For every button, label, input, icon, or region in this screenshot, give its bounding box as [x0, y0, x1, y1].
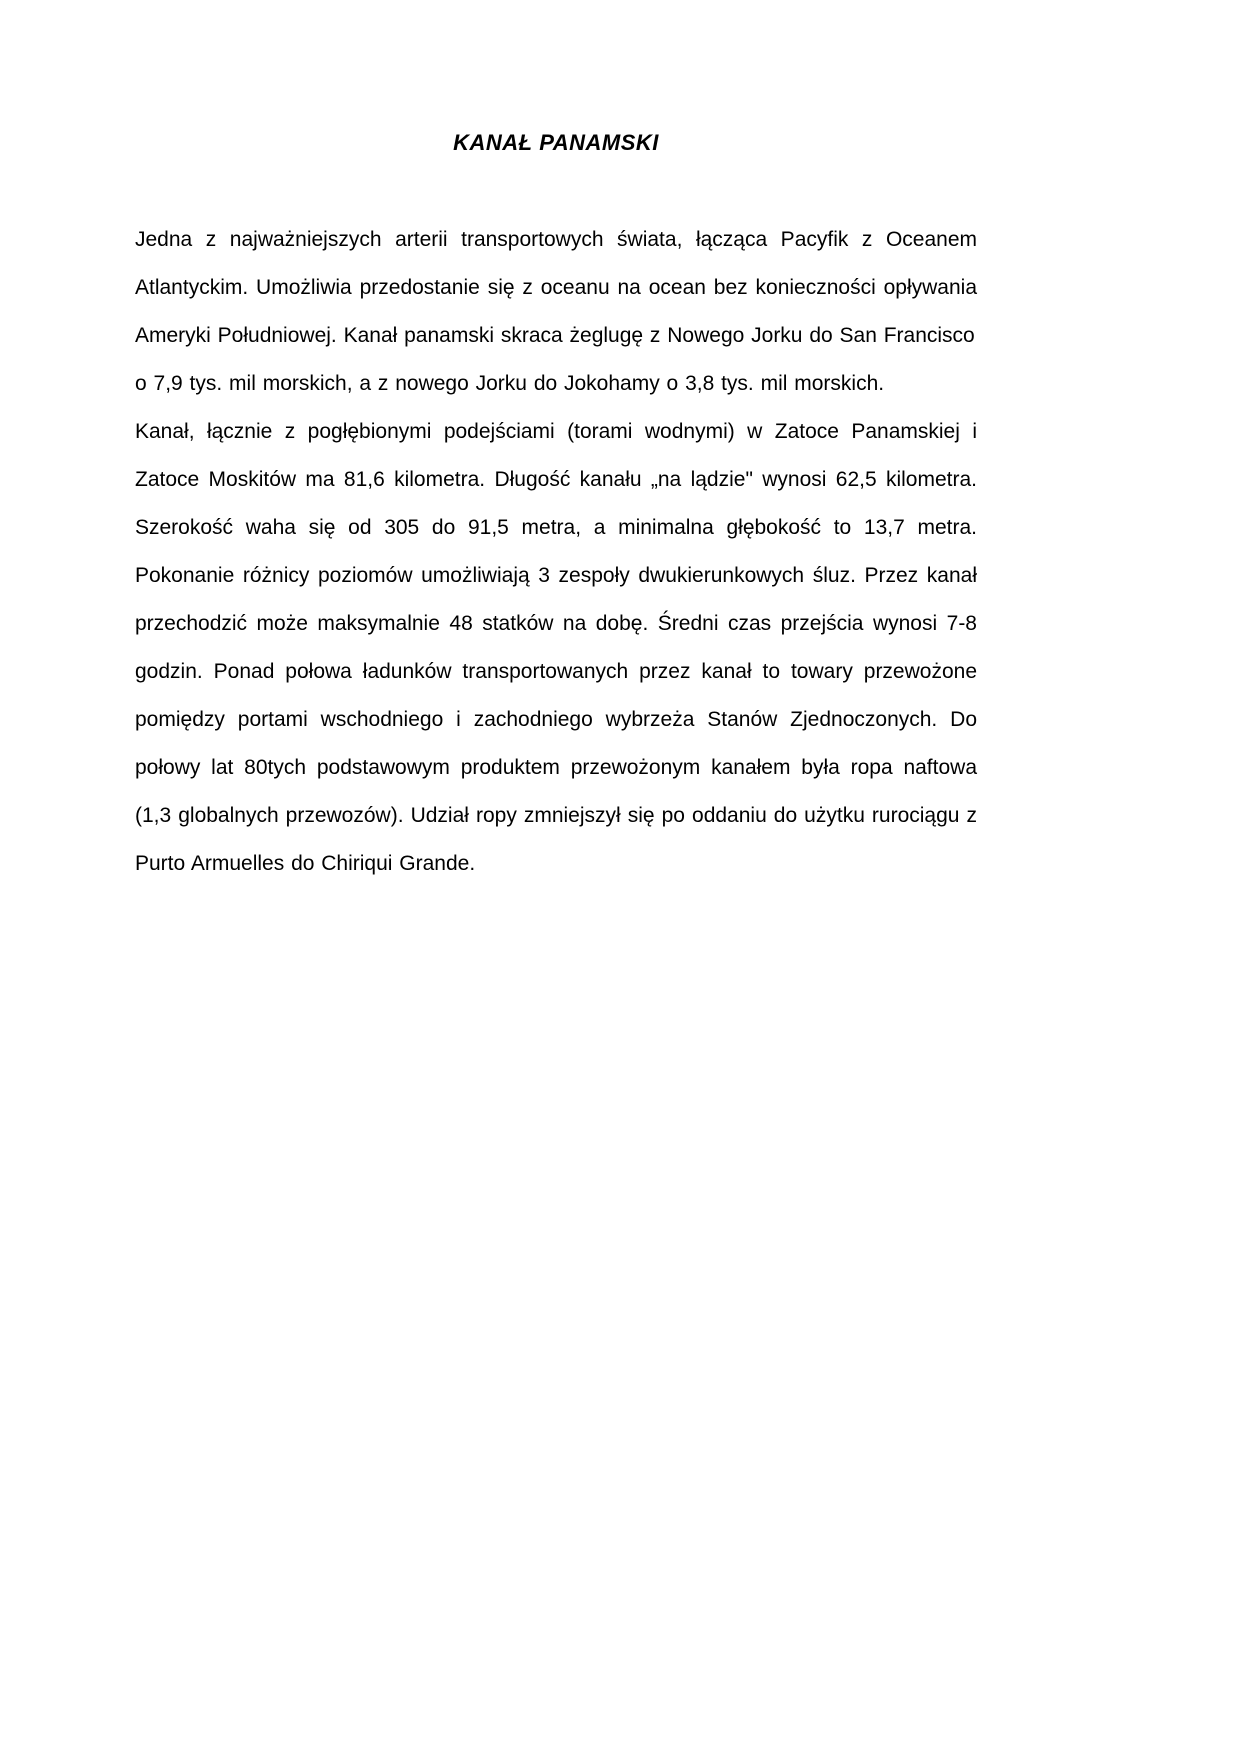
paragraph-details: Kanał, łącznie z pogłębionymi podejściami (torami wodnymi) w Zatoce Panamskiej i Zatoce Moskitów ma 81,6 kilometra. Długość kanału „na lądzie" wynosi 62,5 kilometra. Szerokość waha się od 305 do 91,5 metra, a minimalna głębokość to 13,7 metra. Pokonanie różnicy poziomów umożliwiają 3 zespoły dwukierunkowych śluz. Przez kanał przechodzić może maksymalnie 48 statków na dobę. Średni czas przejścia wynosi 7-8 godzin. Ponad połowa ładunków transportowanych przez kanał to towary przewożone pomiędzy portami wschodniego i zachodniego wybrzeża Stanów Zjednoczonych. Do połowy lat 80tych podstawowym produktem przewożonym kanałem była ropa naftowa (1,3 globalnych przewozów). Udział ropy zmniejszył się po oddaniu do użytku rurociągu z Purto Armuelles do Chiriqui Grande. — [135, 420, 977, 875]
document-content — [135, 128, 977, 888]
document-title: KANAŁ PANAMSKI — [453, 130, 659, 155]
paragraph-intro: Jedna z najważniejszych arterii transportowych świata, łącząca Pacyfik z Oceanem Atlantyckim. Umożliwia przedostanie się z oceanu na ocean bez konieczności opływania Ameryki Południowej. Kanał panamski skraca żeglugę z Nowego Jorku do San Francisco — [135, 228, 977, 347]
paragraph-distances: o 7,9 tys. mil morskich, a z nowego Jorku do Jokohamy o 3,8 tys. mil morskich. — [135, 372, 885, 395]
